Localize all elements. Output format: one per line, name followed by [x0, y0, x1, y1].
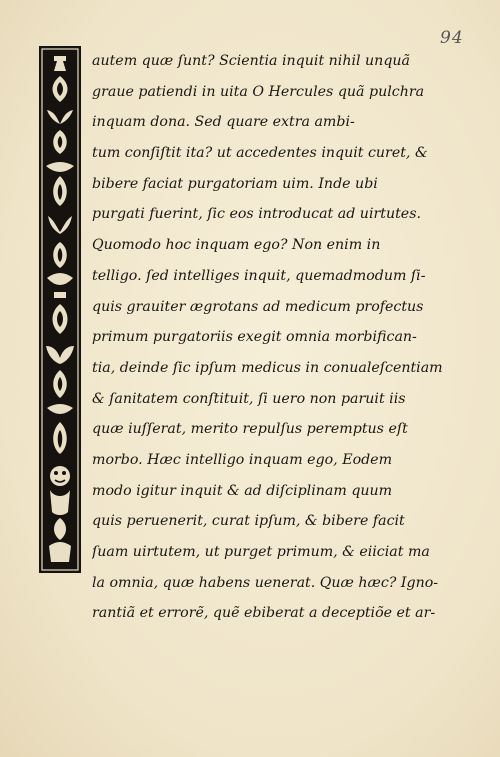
text-line: morbo. Hæc intelligo inquam ego, Eodem [92, 451, 393, 468]
text-line: quis grauiter ægrotans ad medicum profectus [92, 298, 424, 315]
text-line: telligo. ſed intelliges inquit, quemadmodum ſi- [92, 267, 426, 284]
text-line: quis peruenerit, curat ipſum, & bibere facit [92, 513, 405, 530]
text-line: purgati fuerint, ſic eos introducat ad uirtutes. [92, 206, 421, 223]
text-line: bibere faciat purgatoriam uim. Inde ubi [92, 175, 378, 192]
text-line: Quomodo hoc inquam ego? Non enim in [92, 237, 381, 254]
folio-number: 94 [440, 28, 464, 48]
text-line: modo igitur inquit & ad diſciplinam quum [92, 482, 393, 499]
ornamental-woodcut-border-icon [39, 46, 81, 573]
text-line: primum purgatoriis exegit omnia morbifican- [92, 329, 417, 346]
text-line: inquam dona. Sed quare extra ambi- [92, 114, 355, 131]
text-line: autem quæ ſunt? Scientia inquit nihil unquã [92, 53, 410, 69]
text-block [92, 46, 477, 629]
text-line: ſuam uirtutem, ut purget primum, & eiiciat ma [92, 544, 430, 560]
text-line: tia, deinde ſic ipſum medicus in conualeſcentiam [92, 359, 443, 376]
text-line: tum conſiſtit ita? ut accedentes inquit curet, & [92, 145, 428, 162]
text-line: la omnia, quæ habens uenerat. Quæ hæc? Igno- [92, 574, 439, 591]
text-line: rantiã et errorẽ, quẽ ebiberat a deceptiõe et ar- [92, 605, 436, 622]
text-line: graue patiendi in uita O Hercules quã pulchra [92, 83, 425, 100]
text-line: & ſanitatem conſtituit, ſi uero non paruit iis [92, 390, 406, 407]
text-line: quæ iuſſerat, merito repulſus peremptus eſt [92, 421, 408, 438]
